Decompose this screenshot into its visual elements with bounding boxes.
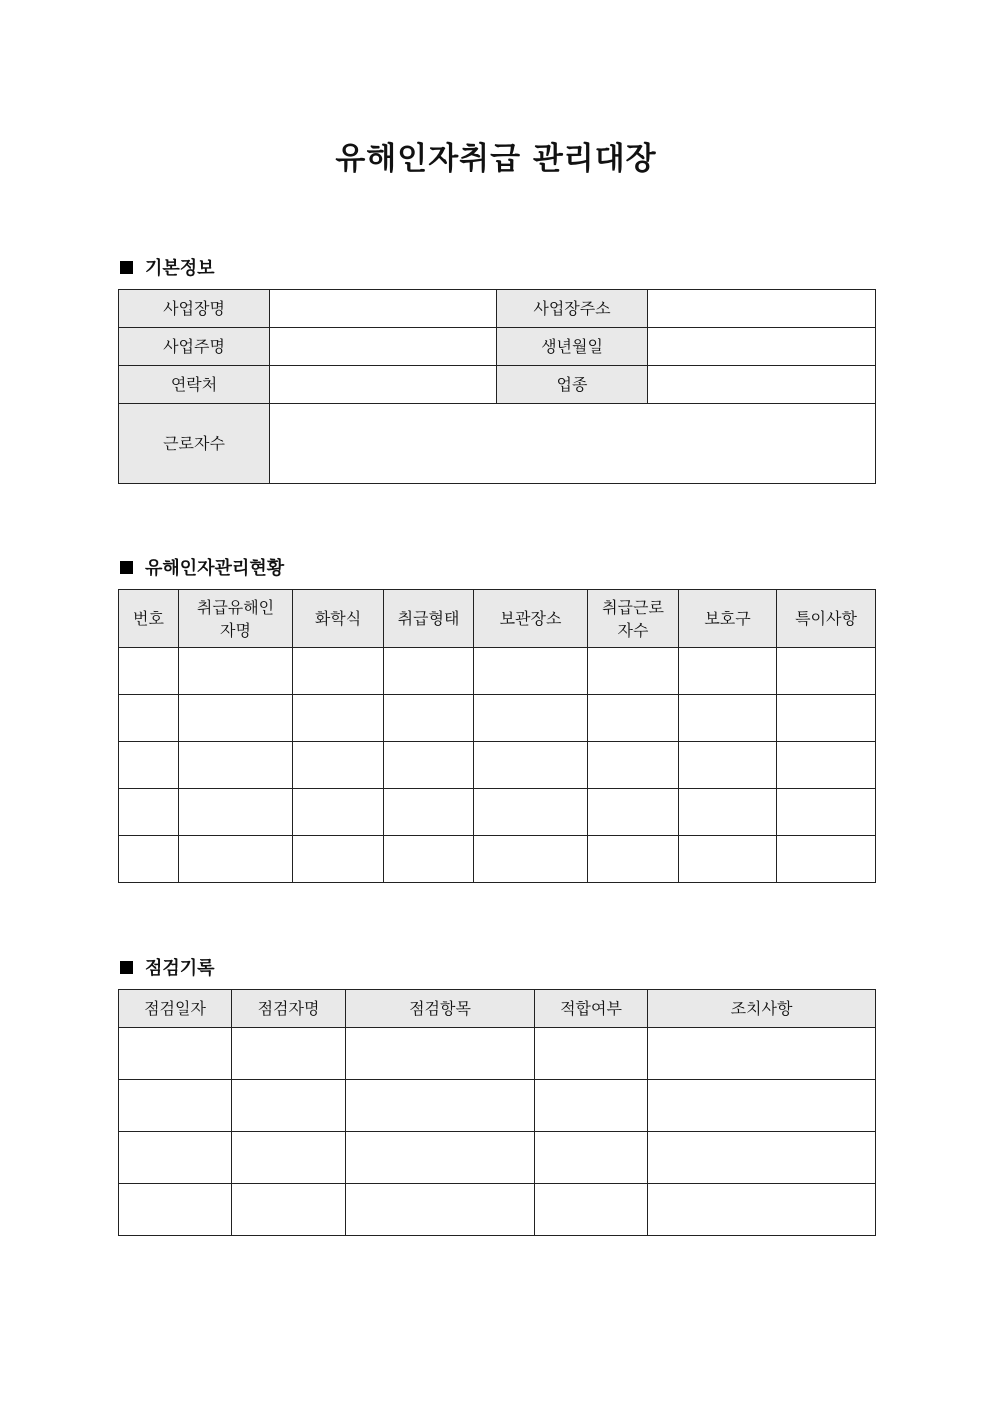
table-cell[interactable] bbox=[588, 648, 679, 695]
contact-label: 연락처 bbox=[119, 366, 270, 404]
industry-field[interactable] bbox=[648, 366, 876, 404]
col-header-storage: 보관장소 bbox=[474, 590, 588, 648]
table-cell[interactable] bbox=[119, 648, 179, 695]
business-name-label: 사업장명 bbox=[119, 290, 270, 328]
header-row bbox=[119, 590, 876, 648]
table-row bbox=[119, 404, 876, 484]
owner-name-field[interactable] bbox=[270, 328, 497, 366]
table-cell[interactable] bbox=[588, 695, 679, 742]
table-row bbox=[119, 695, 876, 742]
table-cell[interactable] bbox=[119, 742, 179, 789]
col-header-inspection-date: 점검일자 bbox=[119, 990, 232, 1028]
contact-field[interactable] bbox=[270, 366, 497, 404]
table-cell[interactable] bbox=[777, 648, 876, 695]
workers-label: 근로자수 bbox=[119, 404, 270, 484]
table-cell[interactable] bbox=[232, 1132, 346, 1184]
table-cell[interactable] bbox=[384, 695, 474, 742]
col-header-conformity: 적합여부 bbox=[535, 990, 648, 1028]
table-row bbox=[119, 1184, 876, 1236]
col-header-action: 조치사항 bbox=[648, 990, 876, 1028]
basic-info-table bbox=[118, 289, 876, 484]
table-cell[interactable] bbox=[535, 1080, 648, 1132]
square-bullet-icon bbox=[120, 961, 133, 974]
table-cell[interactable] bbox=[384, 742, 474, 789]
col-header-protective-gear: 보호구 bbox=[679, 590, 777, 648]
table-cell[interactable] bbox=[346, 1132, 535, 1184]
table-cell[interactable] bbox=[119, 1184, 232, 1236]
workers-field[interactable] bbox=[270, 404, 876, 484]
table-cell[interactable] bbox=[679, 695, 777, 742]
col-header-no: 번호 bbox=[119, 590, 179, 648]
table-cell[interactable] bbox=[346, 1184, 535, 1236]
hazard-heading bbox=[120, 554, 284, 580]
table-cell[interactable] bbox=[648, 1132, 876, 1184]
table-cell[interactable] bbox=[474, 789, 588, 836]
table-cell[interactable] bbox=[474, 742, 588, 789]
table-cell[interactable] bbox=[179, 695, 293, 742]
table-cell[interactable] bbox=[179, 789, 293, 836]
birth-date-field[interactable] bbox=[648, 328, 876, 366]
business-address-field[interactable] bbox=[648, 290, 876, 328]
table-cell[interactable] bbox=[119, 1080, 232, 1132]
table-cell[interactable] bbox=[648, 1028, 876, 1080]
basic-info-heading bbox=[120, 254, 215, 280]
table-cell[interactable] bbox=[232, 1184, 346, 1236]
table-cell[interactable] bbox=[777, 789, 876, 836]
col-header-formula: 화학식 bbox=[293, 590, 384, 648]
basic-info-heading-text: 기본정보 bbox=[145, 258, 215, 279]
table-cell[interactable] bbox=[588, 742, 679, 789]
table-cell[interactable] bbox=[679, 742, 777, 789]
table-row bbox=[119, 1080, 876, 1132]
table-cell[interactable] bbox=[119, 1028, 232, 1080]
table-cell[interactable] bbox=[588, 789, 679, 836]
table-cell[interactable] bbox=[535, 1028, 648, 1080]
table-cell[interactable] bbox=[119, 695, 179, 742]
table-cell[interactable] bbox=[179, 836, 293, 883]
table-cell[interactable] bbox=[293, 789, 384, 836]
table-cell[interactable] bbox=[293, 695, 384, 742]
table-cell[interactable] bbox=[119, 1132, 232, 1184]
business-address-label: 사업장주소 bbox=[497, 290, 648, 328]
table-cell[interactable] bbox=[179, 648, 293, 695]
table-cell[interactable] bbox=[384, 648, 474, 695]
table-cell[interactable] bbox=[679, 789, 777, 836]
business-name-field[interactable] bbox=[270, 290, 497, 328]
col-header-inspection-item: 점검항목 bbox=[346, 990, 535, 1028]
table-cell[interactable] bbox=[474, 695, 588, 742]
table-cell[interactable] bbox=[384, 789, 474, 836]
inspection-heading bbox=[120, 954, 215, 980]
inspection-table bbox=[118, 989, 876, 1236]
header-row bbox=[119, 990, 876, 1028]
col-header-worker-count-text: 취급근로 자수 bbox=[602, 597, 664, 640]
table-cell[interactable] bbox=[232, 1028, 346, 1080]
table-cell[interactable] bbox=[777, 742, 876, 789]
table-cell[interactable] bbox=[588, 836, 679, 883]
table-cell[interactable] bbox=[648, 1184, 876, 1236]
table-row bbox=[119, 648, 876, 695]
inspection-heading-text: 점검기록 bbox=[145, 958, 215, 979]
table-row bbox=[119, 1132, 876, 1184]
birth-date-label: 생년월일 bbox=[497, 328, 648, 366]
table-cell[interactable] bbox=[119, 789, 179, 836]
table-cell[interactable] bbox=[384, 836, 474, 883]
table-cell[interactable] bbox=[346, 1028, 535, 1080]
table-cell[interactable] bbox=[679, 648, 777, 695]
hazard-table bbox=[118, 589, 876, 883]
table-cell[interactable] bbox=[777, 695, 876, 742]
table-row bbox=[119, 742, 876, 789]
table-cell[interactable] bbox=[535, 1132, 648, 1184]
col-header-substance-name-text: 취급유해인 자명 bbox=[196, 597, 275, 640]
table-cell[interactable] bbox=[679, 836, 777, 883]
table-cell[interactable] bbox=[648, 1080, 876, 1132]
table-row bbox=[119, 836, 876, 883]
table-row bbox=[119, 290, 876, 328]
table-cell[interactable] bbox=[293, 836, 384, 883]
square-bullet-icon bbox=[120, 261, 133, 274]
table-row bbox=[119, 366, 876, 404]
table-cell[interactable] bbox=[777, 836, 876, 883]
table-row bbox=[119, 328, 876, 366]
table-cell[interactable] bbox=[535, 1184, 648, 1236]
col-header-substance-name bbox=[179, 590, 293, 648]
table-row bbox=[119, 1028, 876, 1080]
hazard-heading-text: 유해인자관리현황 bbox=[145, 558, 285, 579]
square-bullet-icon bbox=[120, 561, 133, 574]
industry-label: 업종 bbox=[497, 366, 648, 404]
table-cell[interactable] bbox=[179, 742, 293, 789]
table-cell[interactable] bbox=[474, 648, 588, 695]
col-header-handling-type: 취급형태 bbox=[384, 590, 474, 648]
table-cell[interactable] bbox=[474, 836, 588, 883]
table-cell[interactable] bbox=[293, 648, 384, 695]
owner-name-label: 사업주명 bbox=[119, 328, 270, 366]
table-row bbox=[119, 789, 876, 836]
page-title: 유해인자취급 관리대장 bbox=[335, 141, 657, 177]
col-header-worker-count bbox=[588, 590, 679, 648]
table-cell[interactable] bbox=[232, 1080, 346, 1132]
col-header-inspector-name: 점검자명 bbox=[232, 990, 346, 1028]
table-cell[interactable] bbox=[346, 1080, 535, 1132]
col-header-remarks: 특이사항 bbox=[777, 590, 876, 648]
table-cell[interactable] bbox=[119, 836, 179, 883]
table-cell[interactable] bbox=[293, 742, 384, 789]
